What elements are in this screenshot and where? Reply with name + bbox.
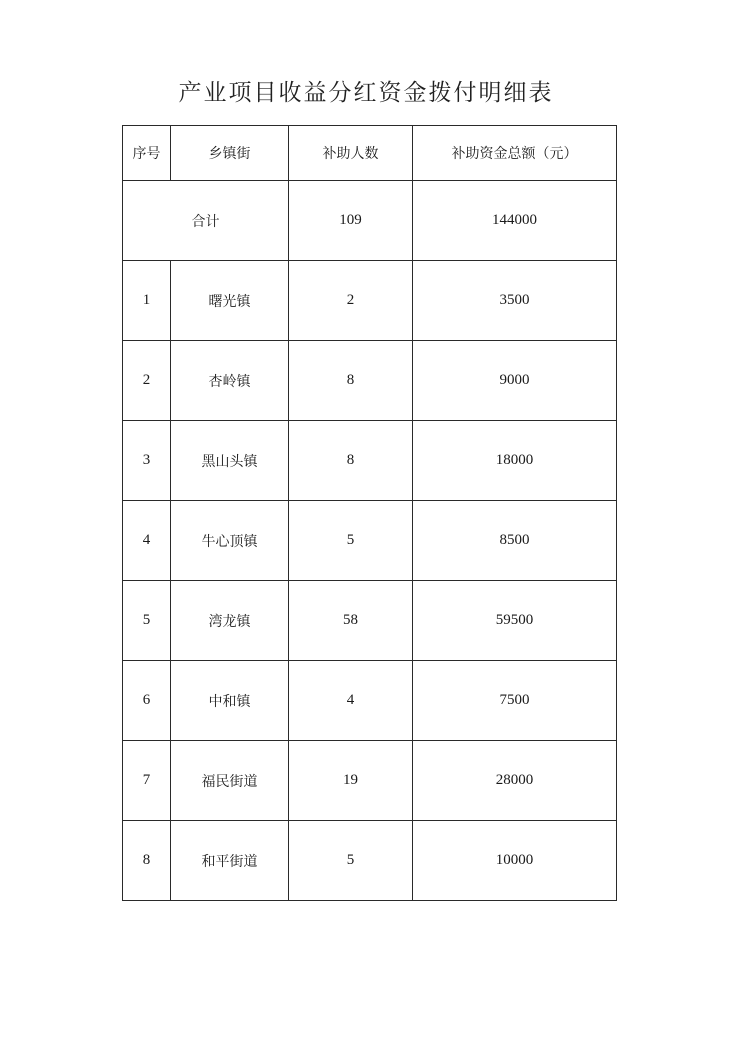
allocation-table — [122, 125, 617, 901]
row-index: 1 — [123, 261, 171, 341]
row-amount: 8500 — [413, 501, 617, 581]
page-title: 产业项目收益分红资金拨付明细表 — [178, 80, 554, 106]
row-people: 2 — [289, 261, 413, 341]
row-town: 曙光镇 — [171, 261, 289, 341]
table-row — [123, 661, 617, 741]
table-row — [123, 341, 617, 421]
total-label: 合计 — [123, 181, 289, 261]
row-people: 8 — [289, 421, 413, 501]
table-row — [123, 581, 617, 661]
table-row — [123, 421, 617, 501]
row-town: 和平街道 — [171, 821, 289, 901]
row-amount: 18000 — [413, 421, 617, 501]
row-index: 7 — [123, 741, 171, 821]
table-row — [123, 501, 617, 581]
row-amount: 3500 — [413, 261, 617, 341]
header-people: 补助人数 — [289, 126, 413, 181]
row-amount: 59500 — [413, 581, 617, 661]
row-index: 4 — [123, 501, 171, 581]
row-index: 6 — [123, 661, 171, 741]
row-town: 福民街道 — [171, 741, 289, 821]
total-amount: 144000 — [413, 181, 617, 261]
row-town: 杏岭镇 — [171, 341, 289, 421]
header-amount: 补助资金总额（元） — [413, 126, 617, 181]
row-people: 5 — [289, 821, 413, 901]
row-people: 5 — [289, 501, 413, 581]
header-town: 乡镇街 — [171, 126, 289, 181]
row-people: 58 — [289, 581, 413, 661]
row-index: 2 — [123, 341, 171, 421]
table-row — [123, 821, 617, 901]
row-amount: 28000 — [413, 741, 617, 821]
header-row — [123, 126, 617, 181]
row-people: 19 — [289, 741, 413, 821]
row-town: 黑山头镇 — [171, 421, 289, 501]
row-amount: 10000 — [413, 821, 617, 901]
row-people: 4 — [289, 661, 413, 741]
row-town: 湾龙镇 — [171, 581, 289, 661]
total-people: 109 — [289, 181, 413, 261]
row-town: 牛心顶镇 — [171, 501, 289, 581]
table-row — [123, 261, 617, 341]
row-town: 中和镇 — [171, 661, 289, 741]
row-people: 8 — [289, 341, 413, 421]
row-index: 5 — [123, 581, 171, 661]
row-index: 8 — [123, 821, 171, 901]
row-amount: 7500 — [413, 661, 617, 741]
header-index: 序号 — [123, 126, 171, 181]
total-row — [123, 181, 617, 261]
table-row — [123, 741, 617, 821]
row-amount: 9000 — [413, 341, 617, 421]
row-index: 3 — [123, 421, 171, 501]
